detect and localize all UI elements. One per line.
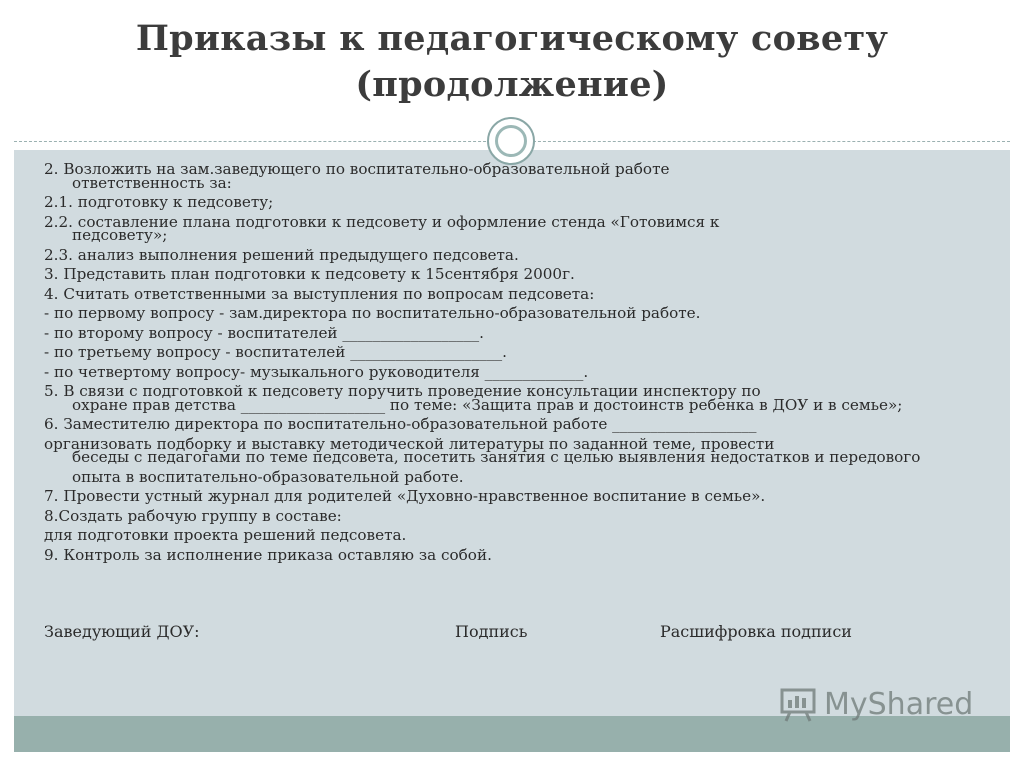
paragraph: - по третьему вопросу - воспитателей ____________________. xyxy=(44,343,507,361)
title-line-2: (продолжение) xyxy=(355,64,669,105)
order-text xyxy=(44,160,984,565)
paragraph: 2.3. анализ выполнения решений предыдущего педсовета. xyxy=(44,245,519,264)
paragraph: для подготовки проекта решений педсовета. xyxy=(44,526,407,544)
presentation-board-icon xyxy=(778,684,818,724)
paragraph: - по первому вопросу - зам.директора по воспитательно-образовательной работе. xyxy=(44,304,701,322)
paragraph: 8.Создать рабочую группу в составе: xyxy=(44,506,342,525)
paragraph: 2.2. составление плана подготовки к педсовету и оформление стенда «Готовимся к педсовету»; xyxy=(44,212,720,244)
slide-title xyxy=(14,0,1010,135)
title-line-1: Приказы к педагогическому совету xyxy=(135,18,889,59)
paragraph: 4. Считать ответственными за выступления по вопросам педсовета: xyxy=(44,284,595,303)
decorative-circle-icon xyxy=(487,117,535,165)
watermark-text: MyShared xyxy=(824,686,974,722)
paragraph: 2.1. подготовку к педсовету; xyxy=(44,193,274,211)
paragraph: 6. Заместителю директора по воспитательно-образовательной работе ___________________ xyxy=(44,415,757,433)
paragraph: организовать подборку и выставку методической литературы по заданной теме, провести беседы с педагогами по теме педсовета, посетить занятия с целью выявления недостатков и передового опыта в воспитательно-образовательной работе. xyxy=(44,434,921,486)
paragraph: - по второму вопросу - воспитателей __________________. xyxy=(44,323,484,342)
signature-head-label: Заведующий ДОУ: xyxy=(44,622,200,641)
paragraph: 5. В связи с подготовкой к педсовету поручить проведение консультации инспектору по охране прав детства ___________________ по теме: «Защита прав и достоинств ребенка в ДОУ и в семье»; xyxy=(44,382,903,414)
signature-decode-label: Расшифровка подписи xyxy=(660,622,852,641)
paragraph: 3. Представить план подготовки к педсовету к 15сентября 2000г. xyxy=(44,265,575,283)
signature-label: Подпись xyxy=(455,622,528,641)
paragraph: - по четвертому вопросу- музыкального руководителя _____________. xyxy=(44,362,589,381)
paragraph: 2. Возложить на зам.заведующего по воспитательно-образовательной работе ответственность за: xyxy=(44,160,670,192)
paragraph: 9. Контроль за исполнение приказа оставляю за собой. xyxy=(44,545,492,564)
myshared-watermark xyxy=(778,684,973,724)
paragraph: 7. Провести устный журнал для родителей «Духовно-нравственное воспитание в семье». xyxy=(44,487,766,505)
